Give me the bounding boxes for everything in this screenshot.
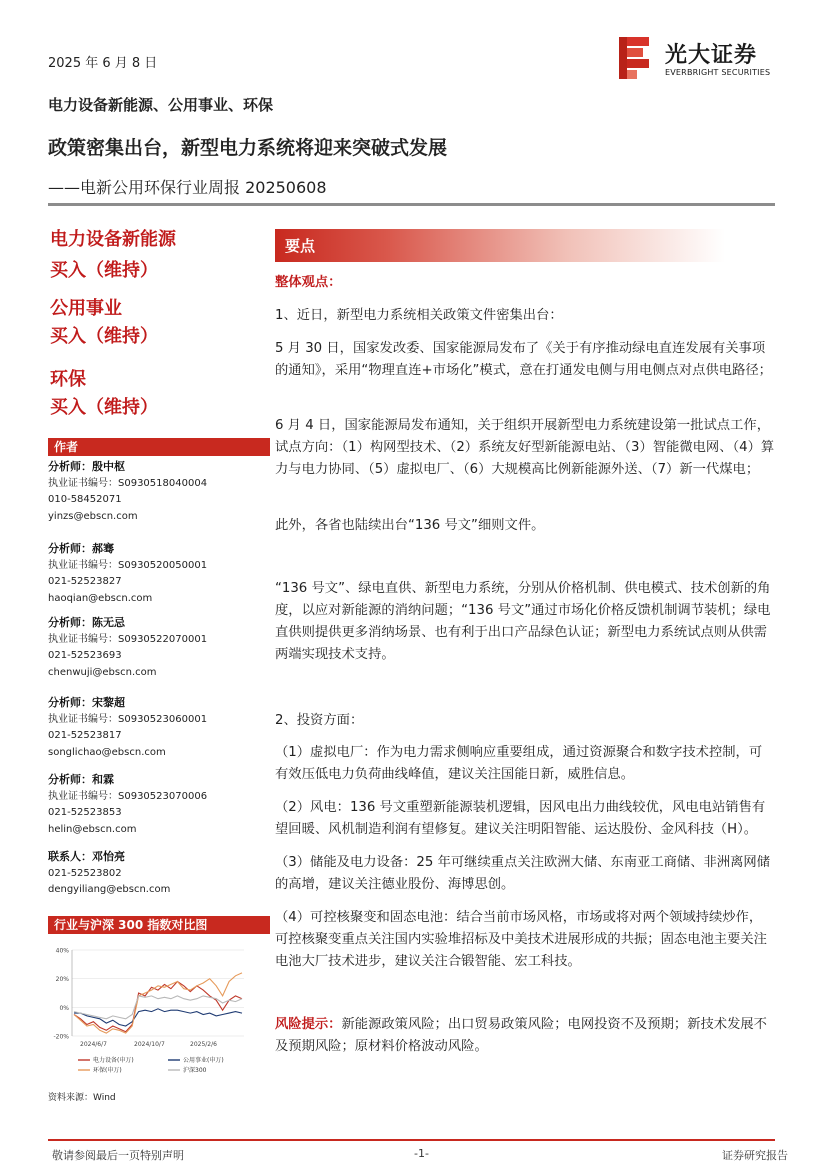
rating-sector-2: 公用事业: [50, 298, 122, 319]
analyst-name: 分析师：殷中枢: [48, 460, 125, 473]
report-title: 政策密集出台，新型电力系统将迎来突破式发展: [48, 137, 448, 159]
risk-text: 新能源政策风险；出口贸易政策风险；电网投资不及预期；新技术发展不及预期风险；原材料价格波动风险。: [275, 1017, 767, 1054]
analyst-name: 分析师：陈无忌: [48, 616, 125, 629]
rating-sector-1: 电力设备新能源: [50, 229, 176, 250]
analyst-name: 分析师：郝骞: [48, 542, 114, 555]
page-number: -1-: [414, 1147, 429, 1160]
contact-name: 联系人：邓怡亮: [48, 850, 125, 863]
series-line: [74, 982, 242, 1032]
legend-label: 沪深300: [183, 1067, 207, 1074]
analyst-name: 分析师：宋黎超: [48, 696, 125, 709]
y-tick-label: 0%: [59, 1004, 69, 1012]
footer-report-type: 证券研究报告: [722, 1149, 788, 1162]
analyst-email[interactable]: yinzs@ebscn.com: [48, 510, 138, 522]
footer-divider: [48, 1139, 775, 1141]
paragraph: 此外，各省也陆续出台“136 号文”细则文件。: [275, 518, 545, 533]
analyst-phone: 021-52523817: [48, 730, 122, 741]
analyst-email[interactable]: songlichao@ebscn.com: [48, 746, 166, 758]
paragraph: （1）虚拟电厂：作为电力需求侧响应重要组成，通过资源聚合和数字技术控制，可有效压低电力负荷曲线峰值，建议关注国能日新，威胜信息。: [275, 745, 763, 782]
analyst-cert: 执业证书编号：S0930522070001: [48, 633, 208, 645]
logo-mark-icon: [617, 37, 655, 81]
series-line: [74, 973, 242, 1033]
title-divider: [48, 203, 775, 206]
sector-line: 电力设备新能源、公用事业、环保: [48, 96, 274, 114]
report-subtitle: ——电新公用环保行业周报 20250608: [48, 178, 327, 197]
y-tick-label: 40%: [55, 947, 69, 955]
analyst-cert: 执业证书编号：S0930523060001: [48, 713, 208, 725]
paragraph: 2、投资方面：: [275, 713, 364, 728]
analyst-name: 分析师：和霖: [48, 773, 114, 786]
paragraph: “136 号文”、绿电直供、新型电力系统，分别从价格机制、供电模式、技术创新的角度，以应对新能源的消纳问题；“136 号文”通过市场化价格反馈机制调节装机；绿电直供则提供更多消纳场景、也有利于出口产品绿色认证；新型电力系统试点则从供需两端实现技术支持。: [275, 581, 771, 662]
contact-phone: 021-52523802: [48, 867, 122, 879]
analyst-cert: 执业证书编号：S0930518040004: [48, 477, 208, 489]
risk-label: 风险提示：: [275, 1017, 342, 1032]
company-logo: [617, 36, 787, 84]
analyst-cert: 执业证书编号：S0930523070006: [48, 790, 208, 802]
analyst-block: [48, 615, 270, 681]
key-points-banner: [275, 229, 725, 262]
legend-label: 公用事业(申万): [183, 1057, 224, 1064]
authors-heading: 作者: [48, 438, 270, 456]
x-tick-label: 2024/6/7: [80, 1041, 107, 1048]
contact-email[interactable]: dengyiliang@ebscn.com: [48, 884, 171, 895]
overall-view-heading: 整体观点：: [275, 275, 342, 290]
analyst-email[interactable]: helin@ebscn.com: [48, 823, 137, 835]
chart-heading: 行业与沪深 300 指数对比图: [48, 916, 270, 934]
logo-name: 光大证券: [665, 43, 758, 68]
index-comparison-chart: [48, 940, 270, 1090]
legend-label: 环保(申万): [93, 1067, 122, 1074]
analyst-cert: 执业证书编号：S0930520050001: [48, 559, 208, 571]
report-date: 2025 年 6 月 8 日: [48, 56, 158, 71]
y-tick-label: 20%: [55, 976, 69, 984]
risk-warning: [275, 1014, 775, 1058]
paragraph: （2）风电：136 号文重塑新能源装机逻辑，因风电出力曲线较优，风电电站销售有望回暖、风机制造利润有望修复。建议关注明阳智能、运达股份、金风科技（H）。: [275, 800, 766, 837]
analyst-block: [48, 772, 270, 838]
rating-value-2: 买入（维持）: [50, 326, 158, 347]
chart-source: 资料来源：Wind: [48, 1093, 116, 1103]
analyst-phone: 021-52523827: [48, 576, 122, 587]
legend-label: 电力设备(申万): [93, 1057, 134, 1064]
paragraph: （4）可控核聚变和固态电池：结合当前市场风格，市场或将对两个领域持续炒作，可控核聚变重点关注国内实验堆招标及中美技术进展形成的共振；固态电池主要关注电池大厂技术进步，建议关注合锻智能、宏工科技。: [275, 910, 767, 969]
paragraph: 6 月 4 日，国家能源局发布通知，关于组织开展新型电力系统建设第一批试点工作，试点方向：（1）构网型技术、（2）系统友好型新能源电站、（3）智能微电网、（4）算力与电力协同、（5）虚拟电厂、（6）大规模高比例新能源外送、（7）新一代煤电；: [275, 418, 775, 477]
footer-disclaimer: 敬请参阅最后一页特别声明: [52, 1149, 184, 1162]
rating-value-3: 买入（维持）: [50, 397, 158, 418]
key-points-heading: 要点: [285, 237, 316, 255]
analyst-email[interactable]: haoqian@ebscn.com: [48, 592, 153, 604]
logo-english: EVERBRIGHT SECURITIES: [665, 68, 771, 77]
rating-sector-3: 环保: [50, 369, 86, 390]
analyst-block: [48, 459, 270, 525]
analyst-email[interactable]: chenwuji@ebscn.com: [48, 666, 157, 678]
x-tick-label: 2024/10/7: [134, 1041, 165, 1048]
chart-svg: [48, 940, 270, 1090]
x-tick-label: 2025/2/6: [190, 1041, 217, 1048]
paragraph: 5 月 30 日，国家发改委、国家能源局发布了《关于有序推动绿电直连发展有关事项的通知》，采用“物理直连+市场化”模式，意在打通发电侧与用电侧点对点供电路径；: [275, 341, 772, 378]
rating-value-1: 买入（维持）: [50, 260, 158, 281]
analyst-block: [48, 541, 270, 607]
paragraph: （3）储能及电力设备：25 年可继续重点关注欧洲大储、东南亚工商储、非洲离网储的高增，建议关注德业股份、海博思创。: [275, 855, 770, 892]
analyst-phone: 021-52523693: [48, 650, 122, 661]
paragraph: 1、近日，新型电力系统相关政策文件密集出台：: [275, 308, 563, 323]
analyst-phone: 021-52523853: [48, 807, 122, 818]
analyst-phone: 010-58452071: [48, 494, 122, 505]
y-tick-label: -20%: [53, 1033, 69, 1041]
analyst-block: [48, 695, 270, 761]
contact-block: [48, 849, 270, 899]
